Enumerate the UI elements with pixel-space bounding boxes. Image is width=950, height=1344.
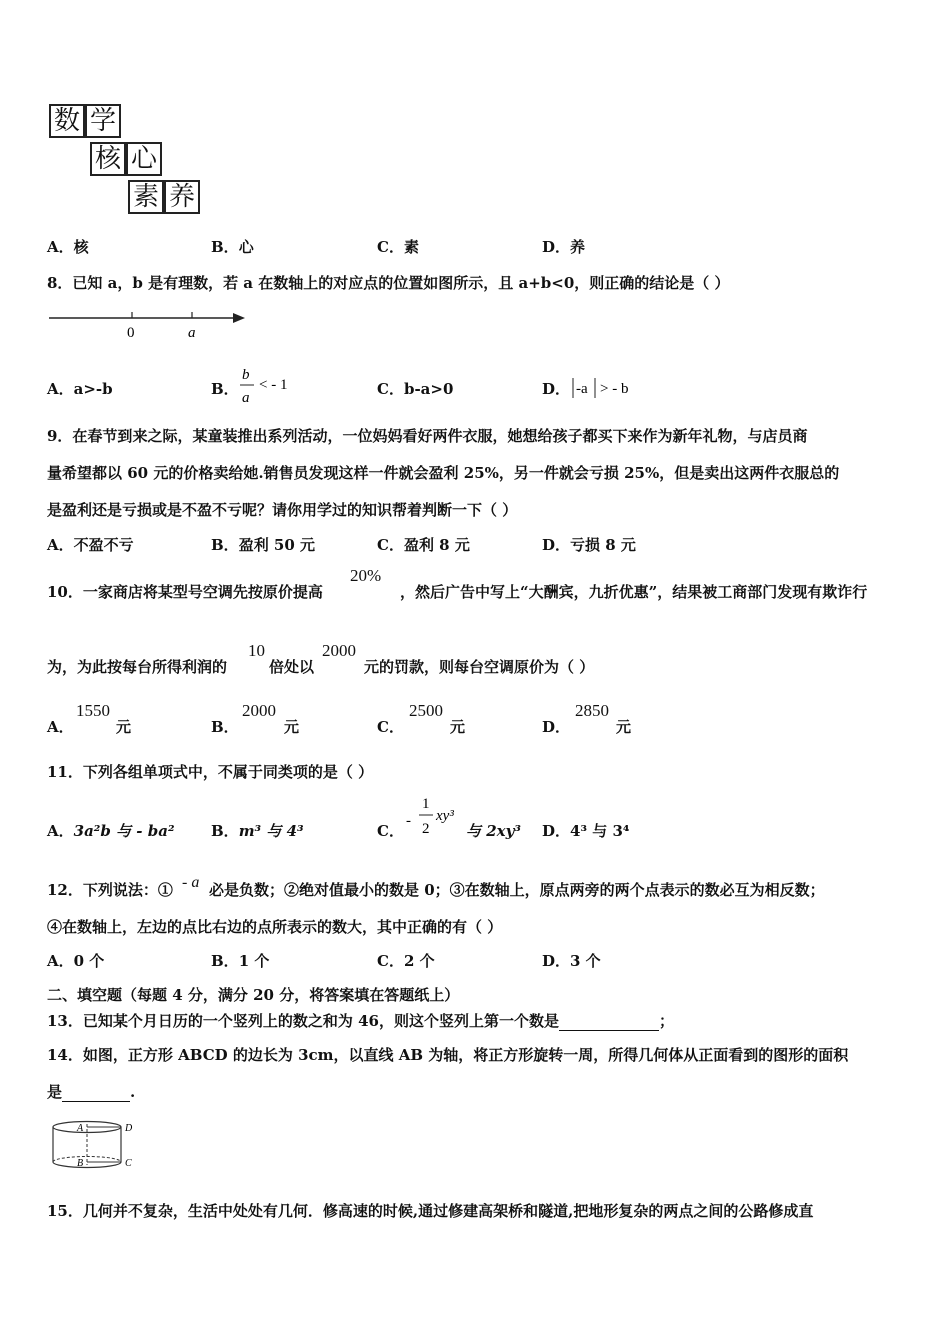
q12-line-2: ④在数轴上，左边的点比右边的点所表示的数大，其中正确的有（ ）: [47, 918, 503, 936]
q8-option-c: [377, 378, 453, 399]
vertex-a-label: A: [77, 1123, 84, 1134]
axis-a-label: a: [188, 325, 196, 341]
abs-content: -a: [576, 381, 588, 397]
q9-option-d: [542, 534, 636, 555]
q12-option-a: [47, 950, 104, 971]
option-label: D．: [542, 238, 571, 256]
q10-option-d-unit: 元: [616, 718, 632, 736]
q11-stem: 11．下列各组单项式中，不属于同类项的是（ ）: [47, 763, 374, 781]
fraction-numerator: 1: [422, 796, 430, 812]
q12-text-1: 12．下列说法：①: [47, 881, 173, 899]
option-text: a>-b: [73, 380, 113, 398]
q14-text: 是: [47, 1083, 63, 1101]
q9-option-b: [211, 534, 315, 555]
q10-option-a: [47, 716, 74, 737]
option-label: A．: [47, 952, 74, 970]
q12-text-2: 必是负数；②绝对值最小的数是 0；③在数轴上，原点两旁的两个点表示的数必互为相反数；: [209, 881, 825, 899]
abs-expression: [570, 374, 650, 402]
option-text: 不盈不亏: [73, 536, 134, 554]
q10-text-5: 元的罚款，则每台空调原价为（ ）: [364, 658, 595, 676]
q13-text: 13．已知某个月日历的一个竖列上的数之和为 46，则这个竖列上第一个数是: [47, 1012, 559, 1030]
q8-option-d: [542, 378, 570, 399]
fraction-rest: < - 1: [259, 377, 288, 393]
q7-option-c: [377, 236, 419, 257]
option-label: A．: [47, 380, 74, 398]
option-label: A．: [47, 238, 74, 256]
fraction-b-over-a: [238, 365, 298, 409]
option-text: 心: [238, 238, 254, 256]
option-label: B．: [211, 822, 239, 840]
q13-stem: [47, 1010, 674, 1031]
option-text: b-a>0: [403, 380, 454, 398]
option-label: A．: [47, 822, 74, 840]
option-text: 3a²b 与 - ba²: [73, 822, 175, 840]
vertex-b-label: B: [77, 1158, 84, 1169]
option-text: 盈利 50 元: [238, 536, 316, 554]
cube-face-1: 数: [49, 104, 85, 138]
fraction-sign: -: [406, 813, 411, 829]
q10-option-b-value: 2000: [242, 701, 276, 720]
fraction-denominator: a: [242, 390, 250, 406]
option-label: B．: [211, 238, 239, 256]
q10-text-4: 倍处以: [269, 658, 315, 676]
option-label: C．: [377, 822, 404, 840]
cylinder-figure: [46, 1118, 146, 1176]
q10-option-c-unit: 元: [450, 718, 466, 736]
q10-option-d-value: 2850: [575, 701, 609, 720]
option-text: 盈利 8 元: [403, 536, 470, 554]
q10-text-2: ，然后广告中写上“大酬宾，九折优惠”，结果被工商部门发现有欺诈行: [400, 583, 868, 601]
option-text: 4³ 与 3⁴: [570, 822, 630, 840]
q8-stem: 8．已知 a，b 是有理数，若 a 在数轴上的对应点的位置如图所示，且 a+b<0，则正确的结论是（ ）: [47, 274, 730, 292]
q11-option-c-rest: [466, 820, 521, 841]
cube-face-2: 学: [85, 104, 121, 138]
option-text: 核: [73, 238, 89, 256]
q7-option-a: [47, 236, 89, 257]
answer-blank: [62, 1083, 130, 1102]
q10-text-3: 为，为此按每台所得利润的: [47, 658, 228, 676]
q11-option-b: [211, 820, 304, 841]
option-label: B．: [211, 380, 239, 398]
option-label: C．: [377, 952, 404, 970]
q12-neg-a: - a: [182, 874, 200, 891]
option-label: D．: [542, 952, 571, 970]
q9-line-3: 是盈利还是亏损或是不盈不亏呢？请你用学过的知识帮着判断一下（ ）: [47, 501, 518, 519]
q7-option-b: [211, 236, 254, 257]
option-text: m³ 与 4³: [238, 822, 304, 840]
fraction-neg-half-xy3: [402, 793, 458, 843]
option-label: D．: [542, 822, 571, 840]
q11-option-c: [377, 820, 404, 841]
q14-end: .: [130, 1083, 136, 1101]
q10-option-d: [542, 716, 570, 737]
option-text: 2 个: [403, 952, 435, 970]
q12-option-d: [542, 950, 601, 971]
q10-option-b-unit: 元: [284, 718, 300, 736]
option-text: 素: [403, 238, 419, 256]
cube-face-5: 素: [128, 180, 164, 214]
fraction-denominator: 2: [422, 821, 430, 837]
option-text: 养: [570, 238, 586, 256]
option-text: 1 个: [238, 952, 270, 970]
q10-times: 10: [248, 641, 265, 660]
option-label: C．: [377, 238, 404, 256]
cube-face-4: 心: [126, 142, 162, 176]
option-text: 与 2xy³: [466, 822, 521, 840]
option-label: A．: [47, 536, 74, 554]
q9-option-a: [47, 534, 134, 555]
q8-option-b: [211, 378, 239, 399]
q15-line-1: 15．几何并不复杂，生活中处处有几何．修高速的时候,通过修建高架桥和隧道,把地形复杂的两点之间的公路修成直: [47, 1202, 814, 1220]
option-label: C．: [377, 380, 404, 398]
q10-text-1: 10．一家商店将某型号空调先按原价提高: [47, 583, 323, 601]
fraction-numerator: b: [242, 367, 250, 383]
q14-line-2: [47, 1081, 135, 1102]
option-label: B．: [211, 536, 239, 554]
q10-option-c-value: 2500: [409, 701, 443, 720]
fraction-expression: xy³: [436, 808, 454, 824]
q12-option-c: [377, 950, 435, 971]
option-label: D．: [542, 380, 571, 398]
q7-option-d: [542, 236, 585, 257]
vertex-d-label: D: [125, 1123, 133, 1134]
q11-option-a: [47, 820, 175, 841]
option-text: 3 个: [570, 952, 601, 970]
number-line: [47, 306, 252, 342]
option-label: C．: [377, 536, 404, 554]
q9-line-2: 量希望都以 60 元的价格卖给她.销售员发现这样一件就会盈利 25%，另一件就会亏损 25%，但是卖出这两件衣服总的: [47, 464, 840, 482]
q12-option-b: [211, 950, 269, 971]
option-text: 亏损 8 元: [570, 536, 636, 554]
option-text: 0 个: [73, 952, 105, 970]
cube-face-3: 核: [90, 142, 126, 176]
q10-option-b: [211, 716, 239, 737]
option-label: A．: [47, 718, 74, 736]
q13-end: ；: [658, 1012, 674, 1030]
q8-option-a: [47, 378, 113, 399]
option-label: D．: [542, 718, 571, 736]
cube-face-6: 养: [164, 180, 200, 214]
section-heading: 二、填空题（每题 4 分，满分 20 分，将答案填在答题纸上）: [47, 986, 460, 1004]
abs-rest: > - b: [600, 381, 629, 397]
q10-option-a-value: 1550: [76, 701, 110, 720]
q10-percent: 20%: [350, 566, 382, 585]
option-label: D．: [542, 536, 571, 554]
option-label: B．: [211, 718, 239, 736]
q9-option-c: [377, 534, 470, 555]
q11-option-d: [542, 820, 629, 841]
q10-fine: 2000: [322, 641, 356, 660]
q10-option-c: [377, 716, 404, 737]
option-label: B．: [211, 952, 239, 970]
q14-line-1: 14．如图，正方形 ABCD 的边长为 3cm，以直线 AB 为轴，将正方形旋转一周，所得几何体从正面看到的图形的面积: [47, 1046, 849, 1064]
answer-blank: [559, 1012, 659, 1031]
q10-option-a-unit: 元: [116, 718, 132, 736]
option-label: C．: [377, 718, 404, 736]
axis-zero-label: 0: [127, 325, 135, 341]
q9-line-1: 9．在春节到来之际，某童装推出系列活动，一位妈妈看好两件衣服，她想给孩子都买下来作为新年礼物，与店员商: [47, 427, 808, 445]
vertex-c-label: C: [125, 1158, 132, 1169]
